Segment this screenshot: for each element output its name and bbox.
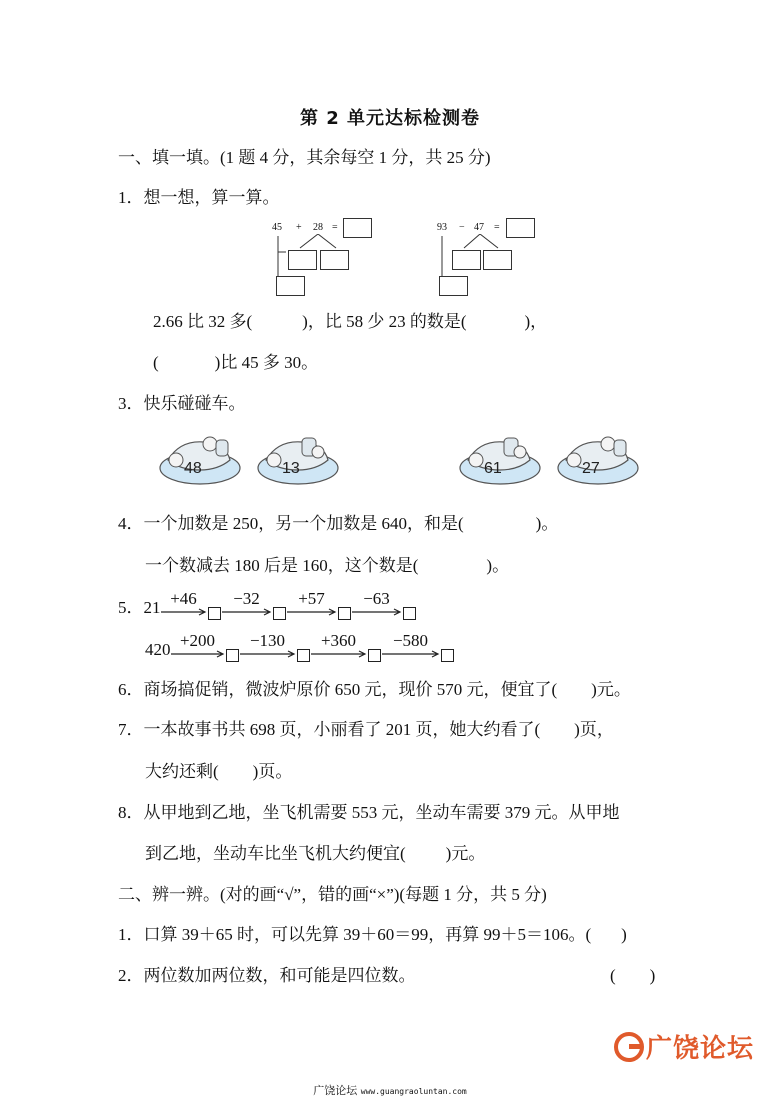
q5-row1-op-4: −63 — [352, 590, 402, 620]
q5-row1-box-1[interactable] — [208, 607, 221, 620]
q5-row1 — [118, 590, 417, 620]
diagram1-eq: = — [332, 222, 338, 233]
footer-url[interactable]: www.guangraoluntan.com — [360, 1087, 467, 1096]
q5-row2-box-4[interactable] — [441, 649, 454, 662]
diagram1-a: 45 — [272, 222, 282, 233]
section1-heading: 一、填一填。(1 题 4 分，其余每空 1 分，共 25 分) — [118, 148, 491, 167]
car-number: 13 — [282, 460, 300, 477]
logo-mark-icon — [612, 1030, 646, 1064]
q5-label: 5． — [118, 598, 144, 617]
diagram2-eq: = — [494, 222, 500, 233]
q4-line1 — [118, 512, 558, 536]
q5-row1-start: 21 — [143, 598, 161, 617]
footer-name: 广饶论坛 — [313, 1084, 358, 1097]
q5-row2-box-1[interactable] — [226, 649, 239, 662]
q3-label: 3．快乐碰碰车。 — [118, 394, 246, 413]
q8-line1: 8．从甲地到乙地，坐飞机需要 553 元，坐动车需要 379 元。从甲地 — [118, 803, 620, 822]
q6-text-a: 6．商场搞促销，微波炉原价 650 元，现价 570 元，便宜了( — [118, 680, 558, 699]
diagram1-split-box-2[interactable] — [320, 250, 349, 270]
bumper-car-2 — [256, 430, 340, 491]
s2-q2-close: ) — [649, 966, 656, 985]
bumper-car-4 — [556, 430, 640, 491]
q8-line2 — [145, 842, 485, 866]
diagram2-split-box-1[interactable] — [452, 250, 481, 270]
diagram1-sum-box[interactable] — [276, 276, 305, 296]
q2-text-a: 2.66 比 32 多( — [153, 312, 253, 331]
s2-q1-text: 1．口算 39＋65 时，可以先算 39＋60＝99，再算 99＋5＝106。( — [118, 925, 592, 944]
diagram1-split-box-1[interactable] — [288, 250, 317, 270]
diagram2-split-box-2[interactable] — [483, 250, 512, 270]
q5-row2-op-2: −130 — [240, 632, 296, 662]
s2-q2-text: 2．两位数加两位数，和可能是四位数。 — [118, 966, 416, 985]
q5-row1-box-2[interactable] — [273, 607, 286, 620]
s2-q2-open: ( — [610, 966, 616, 985]
q2-text-b: )，比 58 少 23 的数是( — [302, 312, 467, 331]
q4-text-b: )。 — [535, 514, 559, 533]
q5-row2-start: 420 — [145, 640, 171, 659]
logo-text: 广饶论坛 — [646, 1034, 755, 1064]
page-title: 第 2 单元达标检测卷 — [299, 108, 481, 129]
q5-row1-op-1: +46 — [161, 590, 207, 620]
q5-row1-op-3: +57 — [287, 590, 337, 620]
q6-text-b: )元。 — [591, 680, 631, 699]
q5-row2-box-2[interactable] — [297, 649, 310, 662]
q1-label: 1．想一想，算一算。 — [118, 188, 280, 207]
page-footer — [0, 1082, 780, 1098]
q8-text-a: 到乙地，坐动车比坐飞机大约便宜( — [145, 844, 406, 863]
q6-line — [118, 678, 631, 702]
q4-text-c: 一个数减去 180 后是 160，这个数是( — [145, 556, 419, 575]
q5-row1-box-3[interactable] — [338, 607, 351, 620]
bumper-car-3 — [458, 430, 542, 491]
s2-q1-line — [118, 923, 627, 947]
car-number: 61 — [484, 460, 502, 477]
q2-line2 — [153, 351, 318, 375]
q7-text-d: )页。 — [252, 762, 293, 781]
site-logo — [612, 1028, 754, 1065]
section2-heading: 二、辨一辨。(对的画“√”，错的画“×”)(每题 1 分，共 5 分) — [118, 885, 547, 904]
q7-line2 — [145, 760, 292, 784]
q5-row2-op-1: +200 — [171, 632, 225, 662]
s2-q2-answer — [610, 964, 655, 988]
q2-text-d: ( — [153, 353, 159, 372]
diagram2-op: − — [459, 222, 465, 233]
diagram2-diff-box[interactable] — [439, 276, 468, 296]
q5-row1-op-2: −32 — [222, 590, 272, 620]
diagram1-b: 28 — [313, 222, 323, 233]
q7-text-a: 7．一本故事书共 698 页，小丽看了 201 页，她大约看了( — [118, 720, 541, 739]
q4-line2 — [145, 554, 509, 578]
diagram2-a: 93 — [437, 222, 447, 233]
q5-row2-op-4: −580 — [382, 632, 440, 662]
car-number: 48 — [184, 460, 202, 477]
q5-row2 — [145, 632, 455, 662]
q2-text-c: )， — [524, 312, 548, 331]
q2-line1 — [153, 310, 547, 334]
q5-row2-box-3[interactable] — [368, 649, 381, 662]
q5-row2-op-3: +360 — [311, 632, 367, 662]
q2-text-e: )比 45 多 30。 — [214, 353, 319, 372]
q4-text-d: )。 — [486, 556, 510, 575]
q7-line1 — [118, 718, 614, 742]
q4-text-a: 4．一个加数是 250，另一个加数是 640，和是( — [118, 514, 464, 533]
s2-q1-close: ) — [621, 925, 627, 944]
car-number: 27 — [582, 460, 600, 477]
q5-row1-box-4[interactable] — [403, 607, 416, 620]
q8-text-b: )元。 — [445, 844, 486, 863]
diagram2-b: 47 — [474, 222, 484, 233]
q7-text-b: )页， — [574, 720, 614, 739]
diagram1-op: + — [296, 222, 302, 233]
bumper-car-1 — [158, 430, 242, 491]
q7-text-c: 大约还剩( — [145, 762, 219, 781]
